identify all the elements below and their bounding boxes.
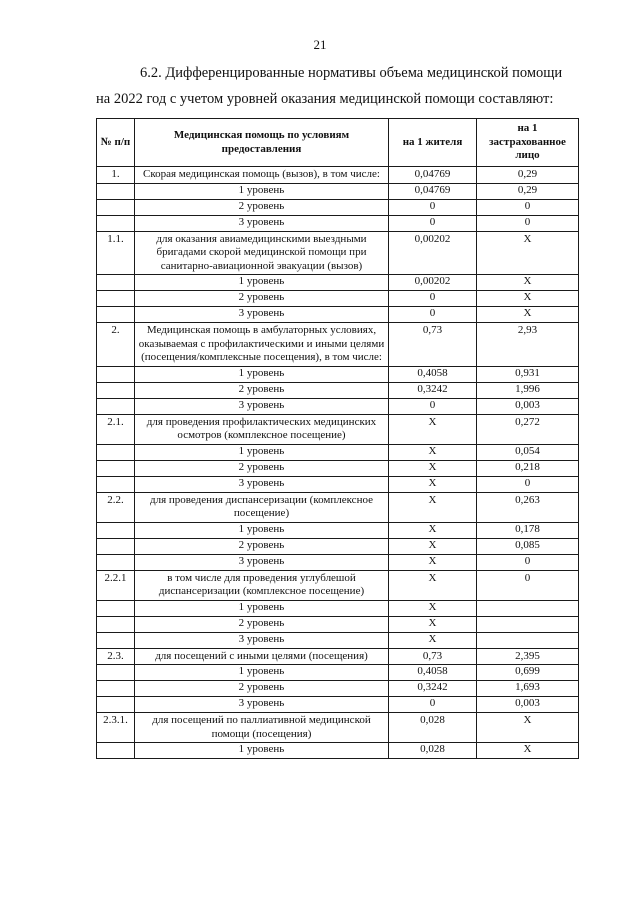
table-body xyxy=(97,167,579,759)
value-per-insured: 0,272 xyxy=(477,414,579,444)
row-number: 1. xyxy=(97,167,135,184)
row-description: 2 уровень xyxy=(135,616,389,632)
value-per-insured: 0,218 xyxy=(477,460,579,476)
row-number: 1.1. xyxy=(97,231,135,275)
header-per-insured: на 1 застрахованное лицо xyxy=(477,119,579,167)
header-num: № п/п xyxy=(97,119,135,167)
row-description: 3 уровень xyxy=(135,632,389,648)
row-description: для посещений с иными целями (посещения) xyxy=(135,648,389,665)
row-number xyxy=(97,632,135,648)
row-description: 1 уровень xyxy=(135,444,389,460)
value-per-resident: 0,73 xyxy=(389,648,477,665)
row-number xyxy=(97,743,135,759)
value-per-resident: X xyxy=(389,522,477,538)
table-row xyxy=(97,522,579,538)
table-row xyxy=(97,713,579,743)
row-description: 1 уровень xyxy=(135,522,389,538)
row-number xyxy=(97,697,135,713)
row-number xyxy=(97,183,135,199)
value-per-resident: X xyxy=(389,460,477,476)
row-number xyxy=(97,476,135,492)
table-row xyxy=(97,632,579,648)
row-number xyxy=(97,215,135,231)
value-per-insured: 1,996 xyxy=(477,382,579,398)
table-row xyxy=(97,323,579,367)
row-description: 3 уровень xyxy=(135,476,389,492)
value-per-insured: X xyxy=(477,713,579,743)
value-per-insured: 0 xyxy=(477,554,579,570)
value-per-insured: 2,395 xyxy=(477,648,579,665)
row-number xyxy=(97,307,135,323)
row-description: 1 уровень xyxy=(135,665,389,681)
row-number xyxy=(97,554,135,570)
value-per-resident: X xyxy=(389,616,477,632)
value-per-insured: X xyxy=(477,275,579,291)
row-description: 2 уровень xyxy=(135,538,389,554)
row-description: 1 уровень xyxy=(135,183,389,199)
table-row xyxy=(97,215,579,231)
table-row xyxy=(97,183,579,199)
header-description: Медицинская помощь по условиям предоставления xyxy=(135,119,389,167)
row-number: 2.3. xyxy=(97,648,135,665)
table-row xyxy=(97,697,579,713)
table-row xyxy=(97,366,579,382)
row-description: 3 уровень xyxy=(135,398,389,414)
row-number xyxy=(97,382,135,398)
table-row xyxy=(97,492,579,522)
value-per-resident: X xyxy=(389,600,477,616)
row-number xyxy=(97,522,135,538)
table-row xyxy=(97,648,579,665)
heading-line-2: на 2022 год с учетом уровней оказания медицинской помощи составляют: xyxy=(96,91,554,107)
row-description: 2 уровень xyxy=(135,199,389,215)
value-per-insured: 0 xyxy=(477,215,579,231)
norms-table xyxy=(96,118,579,759)
row-description: 1 уровень xyxy=(135,275,389,291)
row-description: 1 уровень xyxy=(135,366,389,382)
row-number xyxy=(97,199,135,215)
row-description: для проведения профилактических медицинских осмотров (комплексное посещение) xyxy=(135,414,389,444)
row-description: 2 уровень xyxy=(135,460,389,476)
table-row xyxy=(97,460,579,476)
value-per-resident: 0 xyxy=(389,307,477,323)
value-per-insured: 0,263 xyxy=(477,492,579,522)
value-per-insured: 0 xyxy=(477,570,579,600)
table-row xyxy=(97,600,579,616)
table-row xyxy=(97,231,579,275)
table-row xyxy=(97,414,579,444)
value-per-resident: 0,3242 xyxy=(389,382,477,398)
value-per-insured: 0 xyxy=(477,476,579,492)
row-description: 1 уровень xyxy=(135,600,389,616)
value-per-insured: 2,93 xyxy=(477,323,579,367)
value-per-resident: 0,73 xyxy=(389,323,477,367)
row-number: 2.3.1. xyxy=(97,713,135,743)
value-per-resident: 0,4058 xyxy=(389,366,477,382)
value-per-resident: 0,3242 xyxy=(389,681,477,697)
row-description: для оказания авиамедицинскими выездными бригадами скорой медицинской помощи при санитарно-авиационной эвакуации (вызов) xyxy=(135,231,389,275)
value-per-resident: X xyxy=(389,444,477,460)
row-number xyxy=(97,460,135,476)
value-per-insured: X xyxy=(477,291,579,307)
table-row xyxy=(97,570,579,600)
row-description: для посещений по паллиативной медицинской помощи (посещения) xyxy=(135,713,389,743)
table-row xyxy=(97,476,579,492)
value-per-insured: 0,085 xyxy=(477,538,579,554)
value-per-resident: 0 xyxy=(389,291,477,307)
row-description: 2 уровень xyxy=(135,382,389,398)
value-per-insured xyxy=(477,616,579,632)
row-description: 2 уровень xyxy=(135,291,389,307)
row-description: 2 уровень xyxy=(135,681,389,697)
value-per-resident: 0,00202 xyxy=(389,275,477,291)
value-per-insured: 0 xyxy=(477,199,579,215)
row-description: в том числе для проведения углублешой диспансеризации (комплексное посещение) xyxy=(135,570,389,600)
row-description: Скорая медицинская помощь (вызов), в том числе: xyxy=(135,167,389,184)
page-number: 21 xyxy=(313,37,327,52)
value-per-resident: 0,04769 xyxy=(389,183,477,199)
table-row xyxy=(97,665,579,681)
value-per-resident: 0,00202 xyxy=(389,231,477,275)
table-header-row xyxy=(97,119,579,167)
value-per-insured: X xyxy=(477,307,579,323)
value-per-insured: 0,178 xyxy=(477,522,579,538)
table-row xyxy=(97,199,579,215)
value-per-resident: 0,028 xyxy=(389,713,477,743)
value-per-resident: 0 xyxy=(389,215,477,231)
row-number: 2.1. xyxy=(97,414,135,444)
row-number xyxy=(97,291,135,307)
table-row xyxy=(97,275,579,291)
value-per-insured: 0,29 xyxy=(477,183,579,199)
row-number: 2. xyxy=(97,323,135,367)
value-per-insured: 0,003 xyxy=(477,697,579,713)
table-row xyxy=(97,743,579,759)
table-row xyxy=(97,681,579,697)
value-per-insured: X xyxy=(477,231,579,275)
row-number: 2.2.1 xyxy=(97,570,135,600)
table-row xyxy=(97,291,579,307)
row-description: 3 уровень xyxy=(135,215,389,231)
row-description: 3 уровень xyxy=(135,697,389,713)
value-per-resident: 0,04769 xyxy=(389,167,477,184)
value-per-insured xyxy=(477,632,579,648)
value-per-resident: 0 xyxy=(389,697,477,713)
row-number xyxy=(97,600,135,616)
row-number: 2.2. xyxy=(97,492,135,522)
row-description: 1 уровень xyxy=(135,743,389,759)
row-number xyxy=(97,681,135,697)
value-per-resident: X xyxy=(389,492,477,522)
value-per-resident: X xyxy=(389,538,477,554)
value-per-resident: X xyxy=(389,570,477,600)
section-heading xyxy=(96,60,578,112)
row-number xyxy=(97,616,135,632)
table-row xyxy=(97,444,579,460)
row-number xyxy=(97,665,135,681)
value-per-insured xyxy=(477,600,579,616)
value-per-resident: X xyxy=(389,414,477,444)
value-per-insured: 0,003 xyxy=(477,398,579,414)
value-per-insured: 0,054 xyxy=(477,444,579,460)
value-per-resident: 0,4058 xyxy=(389,665,477,681)
value-per-insured: 0,931 xyxy=(477,366,579,382)
value-per-insured: 1,693 xyxy=(477,681,579,697)
table-row xyxy=(97,307,579,323)
table-row xyxy=(97,398,579,414)
value-per-resident: X xyxy=(389,632,477,648)
value-per-resident: 0 xyxy=(389,398,477,414)
value-per-resident: X xyxy=(389,476,477,492)
row-description: 3 уровень xyxy=(135,554,389,570)
row-description: Медицинская помощь в амбулаторных условиях, оказываемая с профилактическими и иными целями (посещения/комплексные посещения), в том числе: xyxy=(135,323,389,367)
value-per-resident: 0 xyxy=(389,199,477,215)
row-number xyxy=(97,538,135,554)
table-row xyxy=(97,554,579,570)
value-per-insured: 0,699 xyxy=(477,665,579,681)
row-number xyxy=(97,398,135,414)
row-description: 3 уровень xyxy=(135,307,389,323)
row-number xyxy=(97,275,135,291)
table-row xyxy=(97,167,579,184)
row-number xyxy=(97,366,135,382)
row-description: для проведения диспансеризации (комплексное посещение) xyxy=(135,492,389,522)
heading-line-1: 6.2. Дифференцированные нормативы объема медицинской помощи xyxy=(140,65,563,81)
table-row xyxy=(97,538,579,554)
header-per-resident: на 1 жителя xyxy=(389,119,477,167)
value-per-resident: X xyxy=(389,554,477,570)
value-per-resident: 0,028 xyxy=(389,743,477,759)
value-per-insured: X xyxy=(477,743,579,759)
row-number xyxy=(97,444,135,460)
table-row xyxy=(97,616,579,632)
table-row xyxy=(97,382,579,398)
value-per-insured: 0,29 xyxy=(477,167,579,184)
